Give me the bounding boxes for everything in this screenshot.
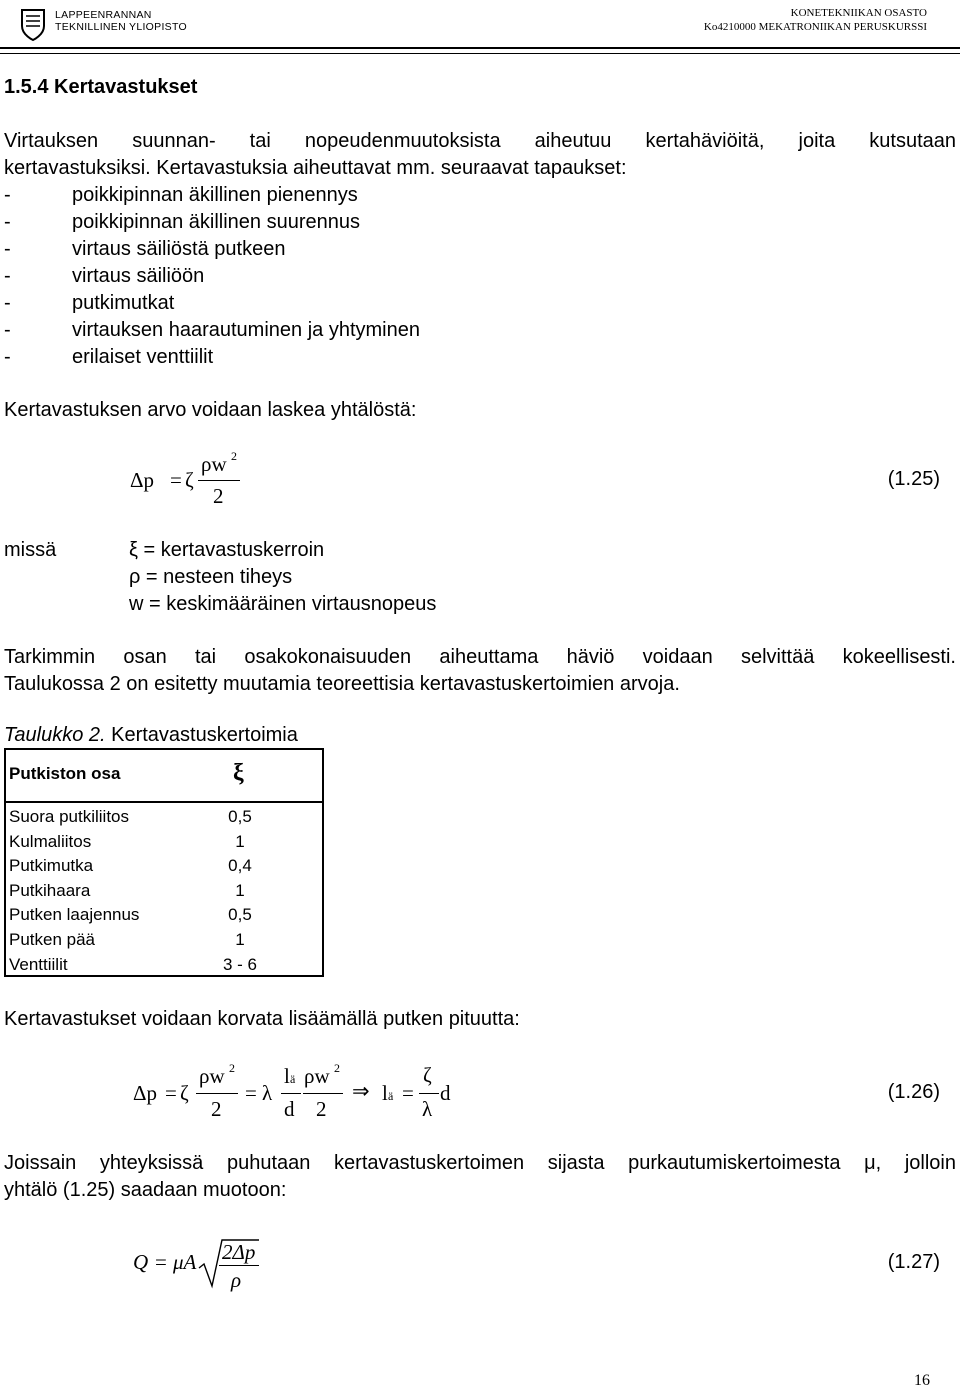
eq26-number: (1.26) [887,1081,940,1103]
eq25-number: (1.25) [887,468,940,490]
eq26-fraction-bar-2 [281,1093,301,1094]
section-title: 1.5.4 Kertavastukset [4,76,198,98]
table-header-xi: ξ [233,760,244,786]
list-item-text: virtaus säiliöstä putkeen [72,238,286,260]
table-header-part: Putkiston osa [9,764,121,783]
eq26-exponent: 2 [229,1061,235,1075]
equation-lead: Kertavastuksen arvo voidaan laskea yhtälöstä: [4,399,417,421]
list-item-text: virtauksen haarautuminen ja yhtyminen [72,319,420,341]
table-row [9,879,270,904]
list-item [4,209,360,236]
table-cell-part: Suora putkiliitos [9,807,130,826]
list-dash: - [4,265,11,287]
table-row [9,928,270,953]
eq26-denominator: 2 [211,1097,222,1121]
eq26-denominator-2: 2 [316,1097,327,1121]
course-name: Ko4210000 MEKATRONIIKAN PERUSKURSSI [703,21,927,33]
eq26-delta-p: Δp [133,1081,158,1105]
eq26-fraction-bar [196,1093,238,1094]
list-item-text: poikkipinnan äkillinen pienennys [72,184,358,206]
eq26-equals-3: = [402,1081,414,1105]
eq26-implies-arrow: ⇒ [352,1079,370,1103]
list-item-text: putkimutkat [72,292,175,314]
eq26-equals-2: = [245,1081,257,1105]
list-item [4,263,204,290]
equation-lead: Kertavastukset voidaan korvata lisäämällä putken pituutta: [4,1008,520,1030]
eq27-numerator: 2Δp [222,1240,256,1264]
eq26-fraction-bar-3 [303,1093,343,1094]
list-dash: - [4,346,11,368]
department-name: KONETEKNIIKAN OSASTO [790,7,927,19]
eq25-equals: = [170,468,182,492]
para3-line-1: Joissain yhteyksissä puhutaan kertavastuskertoimen sijasta purkautumiskertoimesta μ, jolloin [4,1152,956,1174]
table-caption-text: Kertavastuskertoimia [105,724,298,746]
table-cell-value: 0,5 [228,807,252,826]
eq26-fraction-bar-4 [419,1093,439,1094]
table-cell-part: Putkihaara [9,880,91,900]
eq25-delta-p: Δp [130,468,155,492]
table-body [9,805,270,977]
page-number: 16 [914,1372,930,1389]
list-item [4,236,285,263]
list-item [4,182,358,209]
intro-line-1: Virtauksen suunnan- tai nopeudenmuutoksista aiheutuu kertahäviöitä, joita kutsutaan [4,130,956,152]
para2-line-1: Tarkimmin osan tai osakokonaisuuden aiheuttama häviö voidaan selvittää kokeellisesti. [4,646,956,668]
table-cell-part: Putkimutka [9,856,94,876]
eq26-d: d [284,1097,295,1121]
university-logo-icon [20,8,46,42]
eq26-l-subscript-2: ä [388,1089,394,1103]
eq27-denominator: ρ [231,1268,242,1292]
list-item-text: virtaus säiliöön [72,265,205,287]
eq26-lambda: λ [262,1081,273,1105]
list-dash: - [4,184,11,206]
eq26-zeta-2: ζ [423,1063,432,1087]
table-row [9,830,270,855]
list-item [4,317,420,344]
eq26-l: l [284,1064,290,1088]
eq27-Q: Q [133,1250,149,1274]
table-caption [4,722,298,749]
symbol-definition: ξ = kertavastuskerroin [129,539,325,561]
table-cell-part: Venttiilit [9,954,68,974]
list-dash: - [4,238,11,260]
eq26-l-2: l [382,1081,388,1105]
header-rule [0,47,960,49]
table-header-rule [4,801,324,803]
eq26-numerator: ρw [199,1064,225,1088]
list-item [4,344,213,371]
table-cell-value: 1 [235,880,245,900]
list-item-text: poikkipinnan äkillinen suurennus [72,211,360,233]
list-item-text: erilaiset venttiilit [72,346,214,368]
table-row [9,903,270,928]
list-dash: - [4,319,11,341]
eq26-l-subscript: ä [290,1072,296,1086]
table-caption-label: Taulukko 2. [4,724,106,746]
eq26-numerator-2: ρw [304,1064,330,1088]
eq26-d-2: d [440,1081,451,1105]
eq25-numerator: ρw [201,452,227,476]
eq25-denominator: 2 [213,484,224,508]
list-dash: - [4,292,11,314]
symbol-definition: ρ = nesteen tiheys [129,566,293,588]
table-cell-value: 0,5 [228,905,252,925]
eq25-fraction-bar [198,480,240,481]
table-row [9,854,270,879]
table-cell-part: Kulmaliitos [9,831,92,851]
eq27-muA: μA [173,1250,197,1274]
university-name-line1: LAPPEENRANNAN [55,9,152,21]
eq27-number: (1.27) [887,1251,940,1273]
table-cell-value: 3 - 6 [222,954,258,974]
eq26-lambda-2: λ [422,1097,433,1121]
para2-line-2: Taulukossa 2 on esitetty muutamia teoreettisia kertavastuskertoimien arvoja. [4,673,680,695]
eq27-equals: = [155,1250,167,1274]
table-cell-part: Putken laajennus [9,905,140,925]
header-rule-thin [0,53,960,54]
symbol-definition: w = keskimääräinen virtausnopeus [129,593,437,615]
intro-line-2: kertavastuksiksi. Kertavastuksia aiheuttavat mm. seuraavat tapaukset: [4,157,627,179]
table-cell-value: 1 [235,831,245,851]
list-item [4,290,174,317]
university-name-line2: TEKNILLINEN YLIOPISTO [55,21,187,33]
table-cell-part: Putken pää [9,929,96,949]
eq26-zeta: ζ [180,1081,189,1105]
table-row [9,805,270,830]
eq26-equals: = [165,1081,177,1105]
symbols-label: missä [4,539,57,561]
eq25-exponent: 2 [231,449,237,463]
table-cell-value: 0,4 [228,856,252,876]
eq26-exponent-2: 2 [334,1061,340,1075]
eq27-fraction-bar [219,1265,259,1266]
table-cell-value: 1 [235,929,245,949]
list-dash: - [4,211,11,233]
eq25-zeta: ζ [185,468,194,492]
table-row [9,953,270,978]
para3-line-2: yhtälö (1.25) saadaan muotoon: [4,1179,287,1201]
